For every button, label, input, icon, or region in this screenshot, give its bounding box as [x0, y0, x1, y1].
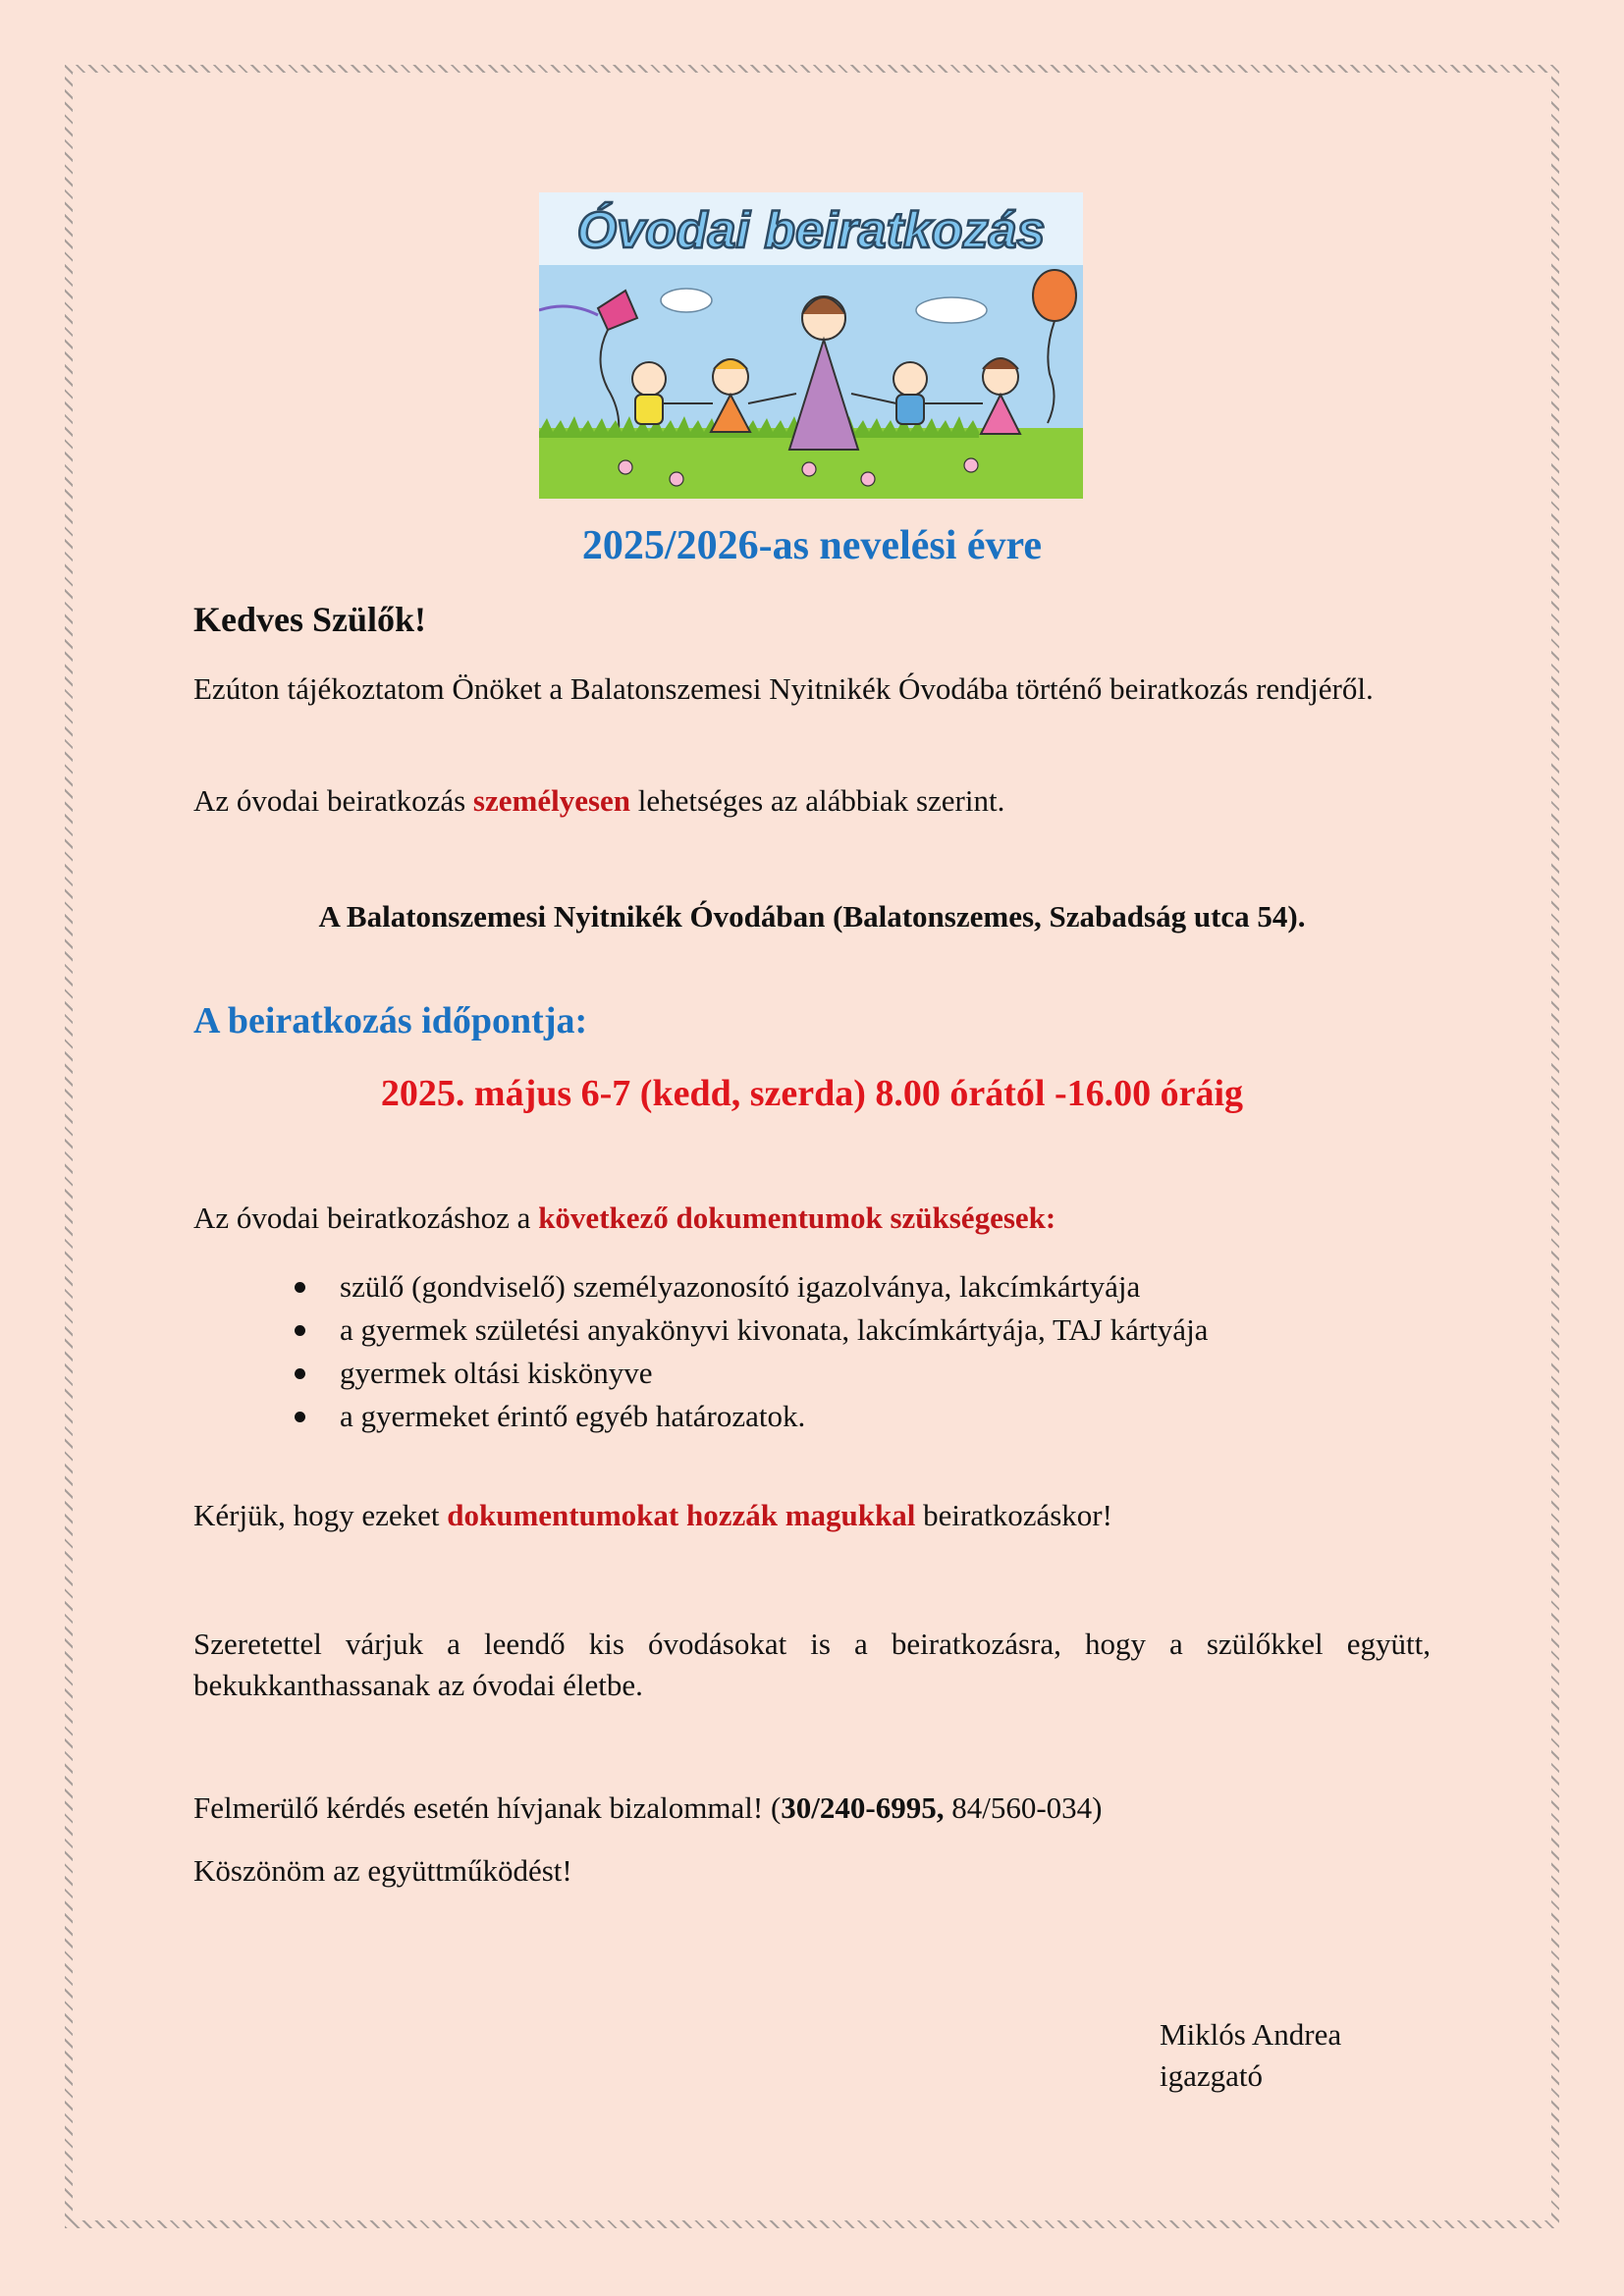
signature-name: Miklós Andrea — [1160, 2017, 1342, 2052]
intro-text-after: lehetséges az alábbiak szerint. — [630, 783, 1005, 818]
list-item-text: gyermek oltási kiskönyve — [340, 1356, 653, 1390]
greeting: Kedves Szülők! — [193, 600, 427, 639]
required-documents-list — [340, 1265, 1208, 1438]
documents-intro-text: Az óvodai beiratkozáshoz a — [193, 1201, 539, 1235]
intro-highlight: személyesen — [472, 783, 631, 818]
landline-phone-number: 84/560-034) — [944, 1790, 1103, 1825]
intro-paragraph: Ezúton tájékoztatom Önöket a Balatonszemesi Nyitnikék Óvodába történő beiratkozás rendjéről. — [193, 671, 1374, 706]
list-item-text: a gyermek születési anyakönyvi kivonata, lakcímkártyája, TAJ kártyája — [340, 1312, 1209, 1347]
list-item — [340, 1308, 1208, 1352]
reminder-text-after: beiratkozáskor! — [915, 1498, 1112, 1532]
documents-intro-highlight: következő dokumentumok szükségesek: — [538, 1201, 1056, 1235]
mobile-phone-number: 30/240-6995, — [781, 1790, 945, 1825]
enrollment-date-heading: A beiratkozás időpontja: — [193, 1000, 588, 1041]
school-year-heading: 2025/2026-as nevelési évre — [581, 523, 1043, 568]
reminder-text-before: Kérjük, hogy ezeket — [193, 1498, 448, 1532]
list-item-text: a gyermeket érintő egyéb határozatok. — [340, 1399, 806, 1433]
enrollment-date: 2025. május 6-7 (kedd, szerda) 8.00 órától -16.00 óráig — [380, 1073, 1244, 1114]
reminder-highlight: dokumentumokat hozzák magukkal — [447, 1498, 916, 1532]
welcome-paragraph: Szeretettel várjuk a leendő kis óvodásokat is a beiratkozásra, hogy a szülőkkel együtt, bekukkanthassanak az óvodai életbe. — [193, 1627, 1431, 1702]
contact-text: Felmerülő kérdés esetén hívjanak bizalommal! ( — [193, 1790, 782, 1825]
bullet-icon — [295, 1325, 305, 1336]
bullet-icon — [295, 1412, 305, 1422]
list-item — [340, 1265, 1208, 1308]
intro-personal-line — [193, 773, 1431, 829]
documents-intro — [193, 1201, 1056, 1236]
enrollment-banner-image — [539, 192, 1083, 499]
banner-title: Óvodai beiratkozás — [576, 202, 1046, 259]
thanks-line: Köszönöm az együttműködést! — [193, 1853, 572, 1888]
bring-documents-reminder — [193, 1498, 1112, 1533]
contact-line — [193, 1790, 1102, 1826]
list-item — [340, 1395, 1208, 1438]
list-item-text: szülő (gondviselő) személyazonosító igazolványa, lakcímkártyája — [340, 1269, 1141, 1304]
signature-title: igazgató — [1160, 2058, 1264, 2093]
kindergarten-address: A Balatonszemesi Nyitnikék Óvodában (Balatonszemes, Szabadság utca 54). — [318, 899, 1306, 934]
intro-text-before: Az óvodai beiratkozás — [193, 783, 473, 818]
list-item — [340, 1352, 1208, 1395]
bullet-icon — [295, 1368, 305, 1379]
bullet-icon — [295, 1282, 305, 1293]
